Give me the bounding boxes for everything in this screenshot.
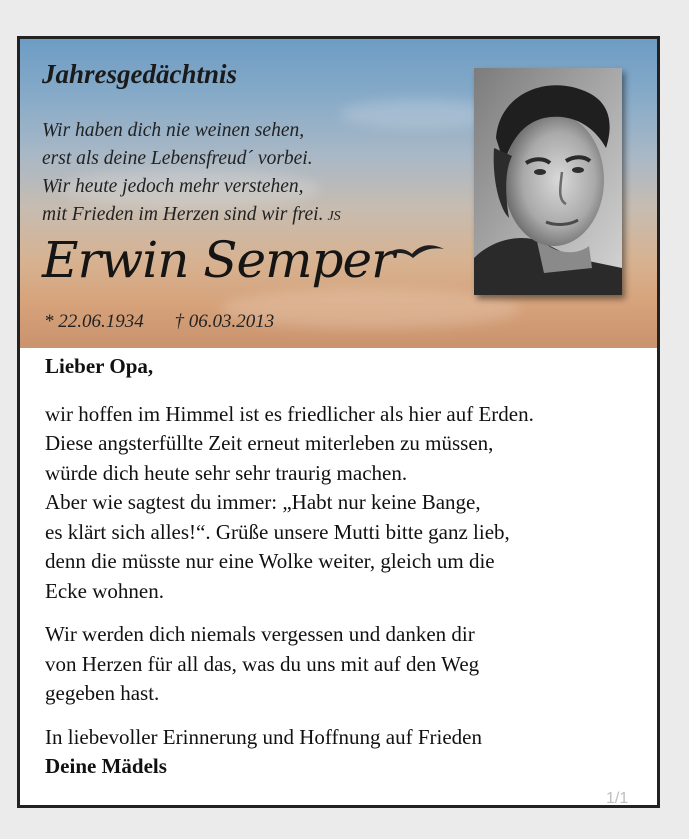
letter-paragraph <box>45 620 645 709</box>
letter-line: Aber wie sagtest du immer: „Habt nur keine Bange, <box>45 490 481 514</box>
letter-paragraph <box>45 400 645 607</box>
poem-line-text: mit Frieden im Herzen sind wir frei. <box>42 204 324 225</box>
letter-line: von Herzen für all das, was du uns mit auf den Weg <box>45 651 480 676</box>
life-dates <box>44 311 274 333</box>
header-banner <box>20 39 657 348</box>
poem-line: Wir haben dich nie weinen sehen, <box>42 120 305 141</box>
birth-date: * 22.06.1934 <box>44 311 144 332</box>
letter-body <box>45 352 645 782</box>
obituary-card <box>17 36 660 808</box>
poem-line <box>42 201 341 231</box>
poem-line: erst als deine Lebensfreud´ vorbei. <box>42 148 313 169</box>
letter-line: Wir werden dich niemals vergessen und danken dir <box>45 622 475 646</box>
deceased-name: Erwin Semper <box>42 231 395 289</box>
poem-initials: JS <box>327 209 341 224</box>
letter-line: denn die müsste nur eine Wolke weiter, gleich um die <box>45 549 495 573</box>
poem-line: Wir heute jedoch mehr verstehen, <box>42 176 304 197</box>
greeting: Lieber Opa, <box>45 354 154 378</box>
signature: Deine Mädels <box>45 754 167 778</box>
letter-line: es klärt sich alles!“. Grüße unsere Mutti bitte ganz lieb, <box>45 519 510 544</box>
letter-line: gegeben hast. <box>45 681 160 705</box>
letter-line: Diese angsterfüllte Zeit erneut miterleben zu müssen, <box>45 431 494 455</box>
page-counter: 1/1 <box>606 790 629 807</box>
letter-line: würde dich heute sehr sehr traurig machen. <box>45 460 408 485</box>
portrait-photo <box>474 68 622 295</box>
closing-line: In liebevoller Erinnerung und Hoffnung auf Frieden <box>45 724 482 749</box>
letter-line: Ecke wohnen. <box>45 578 164 603</box>
seagull-icon <box>382 241 446 263</box>
poem <box>42 117 341 231</box>
letter-line: wir hoffen im Himmel ist es friedlicher als hier auf Erden. <box>45 401 534 426</box>
memorial-title: Jahresgedächtnis <box>42 59 238 89</box>
death-date: † 06.03.2013 <box>174 311 275 332</box>
